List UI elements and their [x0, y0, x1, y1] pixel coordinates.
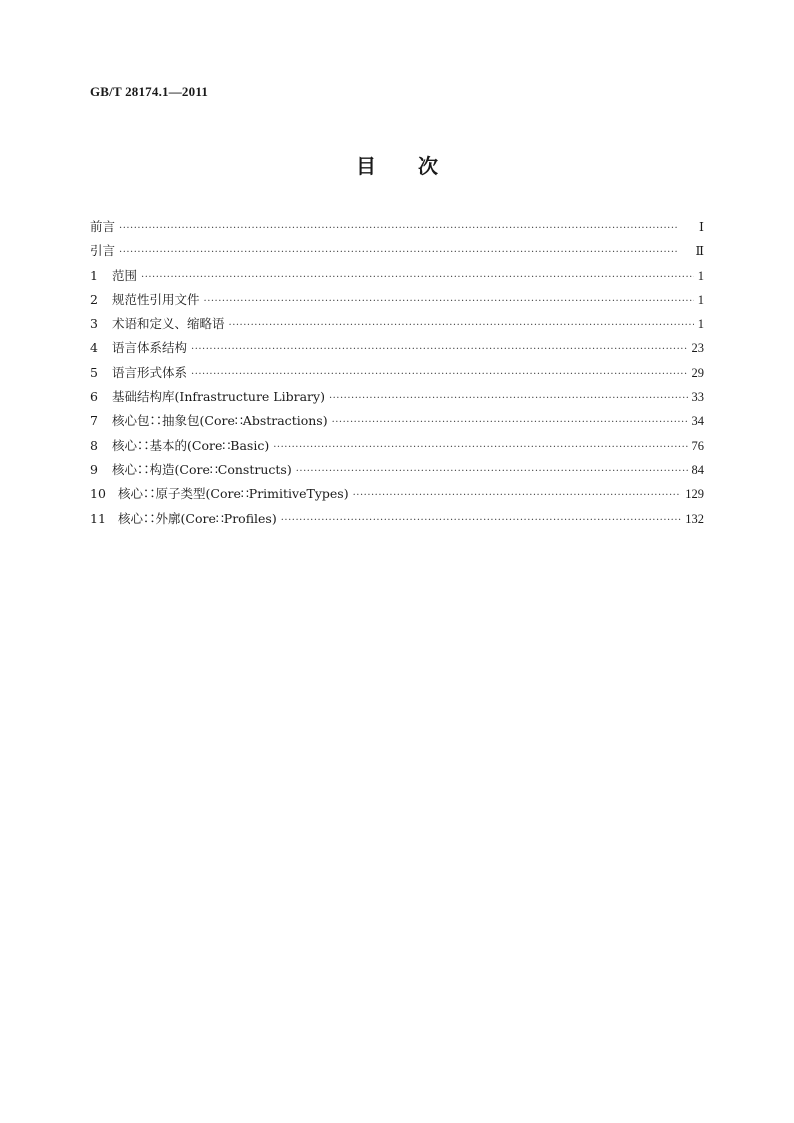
toc-leader [281, 509, 682, 533]
toc-entry-page: 1 [697, 292, 704, 307]
toc-title [0, 150, 794, 179]
toc-entry-label: 核心包∷抽象包(Core∷Abstractions) [112, 413, 328, 429]
toc-title-char-1: 目 [356, 154, 376, 178]
toc-entry-page: 1 [697, 268, 704, 283]
toc-entry-number: 11 [90, 510, 106, 526]
toc-entry-label: 核心∷外廓(Core∷Profiles) [118, 510, 277, 526]
toc-entry-label: 规范性引用文件 [112, 291, 200, 307]
toc-entry-label: 基础结构库(Infrastructure Library) [112, 389, 325, 405]
toc-leader [141, 266, 694, 290]
toc-entry-page: 129 [685, 487, 704, 502]
toc-leader [229, 314, 694, 338]
toc-entry-label: 范围 [112, 267, 138, 283]
toc-entry-introduction[interactable] [90, 239, 704, 263]
toc-entry-foreword[interactable] [90, 215, 704, 239]
toc-entry-page: 132 [685, 511, 704, 526]
toc-entry-label: 核心∷原子类型(Core∷PrimitiveTypes) [118, 486, 349, 502]
toc-entry-1[interactable] [90, 264, 704, 288]
toc-leader [353, 484, 682, 508]
toc-entry-label: 语言体系结构 [112, 340, 188, 356]
toc-entry-number: 7 [90, 413, 98, 429]
table-of-contents [90, 215, 704, 531]
toc-entry-10[interactable] [90, 482, 704, 506]
toc-entry-label: 引言 [90, 243, 116, 259]
toc-leader [191, 363, 687, 387]
toc-entry-label: 前言 [90, 219, 116, 234]
toc-entry-label: 核心∷基本的(Core∷Basic) [112, 437, 270, 453]
toc-entry-number: 5 [90, 364, 98, 380]
toc-entry-4[interactable] [90, 336, 704, 360]
toc-entry-page: 29 [691, 365, 704, 380]
toc-entry-number: 8 [90, 437, 98, 453]
toc-entry-page: 33 [691, 390, 704, 405]
toc-leader [119, 241, 691, 265]
toc-entry-8[interactable] [90, 434, 704, 458]
toc-entry-page: Ⅰ [699, 220, 704, 234]
toc-entry-page: 84 [691, 462, 704, 477]
toc-entry-number: 4 [90, 340, 98, 356]
toc-entry-page: 34 [691, 414, 704, 429]
toc-entry-9[interactable] [90, 458, 704, 482]
toc-entry-7[interactable] [90, 409, 704, 433]
toc-entry-label: 核心∷构造(Core∷Constructs) [112, 461, 292, 477]
toc-leader [119, 217, 695, 241]
toc-entry-2[interactable] [90, 288, 704, 312]
toc-entry-number: 10 [90, 486, 106, 502]
toc-leader [332, 411, 688, 435]
toc-entry-label: 语言形式体系 [112, 364, 188, 380]
toc-entry-number: 6 [90, 389, 98, 405]
toc-leader [329, 387, 688, 411]
toc-entry-page: 76 [691, 438, 704, 453]
toc-entry-label: 术语和定义、缩略语 [112, 316, 225, 332]
toc-leader [191, 338, 687, 362]
toc-entry-6[interactable] [90, 385, 704, 409]
toc-title-char-2: 次 [418, 154, 438, 178]
toc-entry-number: 1 [90, 267, 98, 283]
toc-entry-page: 1 [697, 317, 704, 332]
toc-leader [204, 290, 694, 314]
toc-entry-number: 2 [90, 291, 98, 307]
toc-entry-11[interactable] [90, 507, 704, 531]
toc-entry-number: 3 [90, 316, 98, 332]
standard-code: GB/T 28174.1—2011 [90, 84, 209, 99]
toc-entry-page: 23 [691, 341, 704, 356]
toc-entry-number: 9 [90, 461, 98, 477]
toc-leader [296, 460, 688, 484]
toc-entry-3[interactable] [90, 312, 704, 336]
toc-entry-5[interactable] [90, 361, 704, 385]
toc-entry-page: Ⅱ [695, 244, 704, 259]
toc-leader [273, 436, 687, 460]
